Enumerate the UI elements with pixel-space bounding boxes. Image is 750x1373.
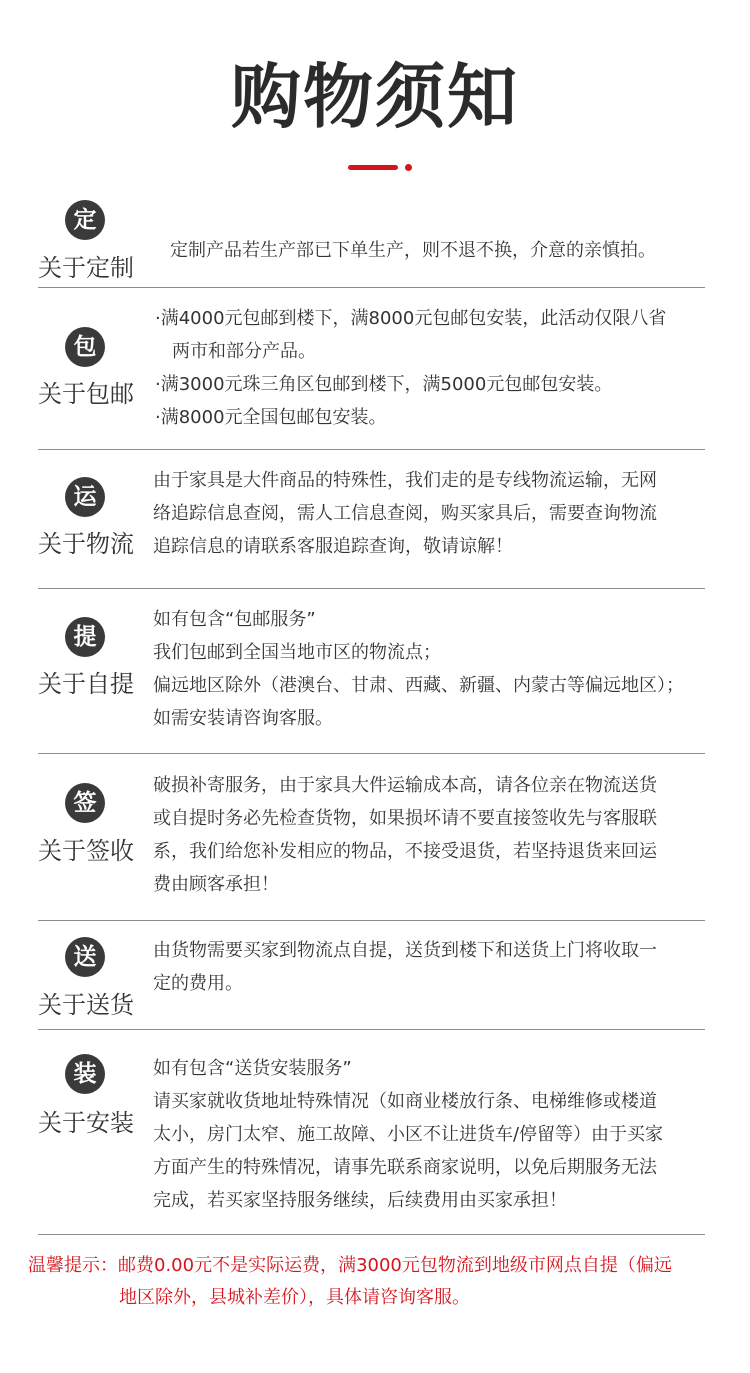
page-title: 购物须知 bbox=[231, 56, 519, 138]
section-label-delivery: 关于送货 bbox=[38, 991, 134, 1019]
section-label-shipping: 关于包邮 bbox=[38, 380, 134, 408]
section-label-pickup: 关于自提 bbox=[38, 670, 134, 698]
section-label-sign: 关于签收 bbox=[38, 837, 134, 865]
custom-icon: 定 bbox=[65, 200, 105, 240]
section-body-delivery bbox=[153, 934, 713, 1000]
divider bbox=[38, 287, 705, 288]
body-line: 请买家就收货地址特殊情况（如商业楼放行条、电梯维修或楼道 bbox=[153, 1091, 657, 1112]
body-line: 偏远地区除外（港澳台、甘肃、西藏、新疆、内蒙古等偏远地区）； bbox=[153, 675, 684, 696]
sign-icon: 签 bbox=[65, 783, 105, 823]
section-body-logistics bbox=[153, 464, 713, 563]
body-line: 由货物需要买家到物流点自提，送货到楼下和送货上门将收取一 bbox=[153, 940, 657, 961]
section-body-install bbox=[153, 1052, 713, 1217]
body-line: 如有包含“送货安装服务” bbox=[153, 1058, 352, 1079]
body-line: 破损补寄服务，由于家具大件运输成本高，请各位亲在物流送货 bbox=[153, 775, 657, 796]
package-icon: 包 bbox=[65, 327, 105, 367]
body-line: 追踪信息的请联系客服追踪查询，敬请谅解！ bbox=[153, 536, 513, 557]
section-body-custom bbox=[170, 234, 730, 267]
divider bbox=[38, 588, 705, 589]
pickup-icon: 提 bbox=[65, 617, 105, 657]
body-line: 络追踪信息查阅，需人工信息查阅，购买家具后，需要查询物流 bbox=[153, 503, 657, 524]
section-body-shipping bbox=[155, 302, 715, 434]
tip-line: 地区除外，县城补差价），具体请咨询客服。 bbox=[119, 1287, 470, 1308]
divider bbox=[38, 449, 705, 450]
body-line: 如有包含“包邮服务” bbox=[153, 609, 316, 630]
body-line: 两市和部分产品。 bbox=[172, 341, 316, 362]
body-line: ·满8000元全国包邮包安装。 bbox=[155, 407, 387, 428]
body-line: 方面产生的特殊情况，请事先联系商家说明，以免后期服务无法 bbox=[153, 1157, 657, 1178]
warm-tip bbox=[28, 1250, 728, 1314]
body-line: 定制产品若生产部已下单生产，则不退不换，介意的亲慎拍。 bbox=[170, 240, 656, 261]
section-body-sign bbox=[153, 769, 713, 901]
body-line: 我们包邮到全国当地市区的物流点； bbox=[153, 642, 441, 663]
title-underline bbox=[348, 165, 398, 170]
body-line: 由于家具是大件商品的特殊性，我们走的是专线物流运输，无网 bbox=[153, 470, 657, 491]
install-icon: 装 bbox=[65, 1054, 105, 1094]
logistics-icon: 运 bbox=[65, 477, 105, 517]
body-line: 如需安装请咨询客服。 bbox=[153, 708, 333, 729]
body-line: 或自提时务必先检查货物，如果损坏请不要直接签收先与客服联 bbox=[153, 808, 657, 829]
section-label-install: 关于安装 bbox=[38, 1109, 134, 1137]
body-line: 系，我们给您补发相应的物品，不接受退货，若坚持退货来回运 bbox=[153, 841, 657, 862]
section-body-pickup bbox=[153, 603, 713, 735]
body-line: 费由顾客承担！ bbox=[153, 874, 279, 895]
divider bbox=[38, 1029, 705, 1030]
divider bbox=[38, 753, 705, 754]
divider bbox=[38, 920, 705, 921]
tip-line: 温馨提示：邮费0.00元不是实际运费，满3000元包物流到地级市网点自提（偏远 bbox=[28, 1255, 672, 1276]
body-line: 定的费用。 bbox=[153, 973, 243, 994]
body-line: ·满3000元珠三角区包邮到楼下，满5000元包邮包安装。 bbox=[155, 374, 613, 395]
delivery-icon: 送 bbox=[65, 937, 105, 977]
body-line: 完成，若买家坚持服务继续，后续费用由买家承担！ bbox=[153, 1190, 567, 1211]
divider bbox=[38, 1234, 705, 1235]
body-line: 太小，房门太窄、施工故障、小区不让进货车/停留等）由于买家 bbox=[153, 1124, 664, 1145]
title-dot bbox=[405, 164, 412, 171]
section-label-custom: 关于定制 bbox=[38, 254, 134, 282]
section-label-logistics: 关于物流 bbox=[38, 530, 134, 558]
body-line: ·满4000元包邮到楼下，满8000元包邮包安装，此活动仅限八省 bbox=[155, 308, 667, 329]
